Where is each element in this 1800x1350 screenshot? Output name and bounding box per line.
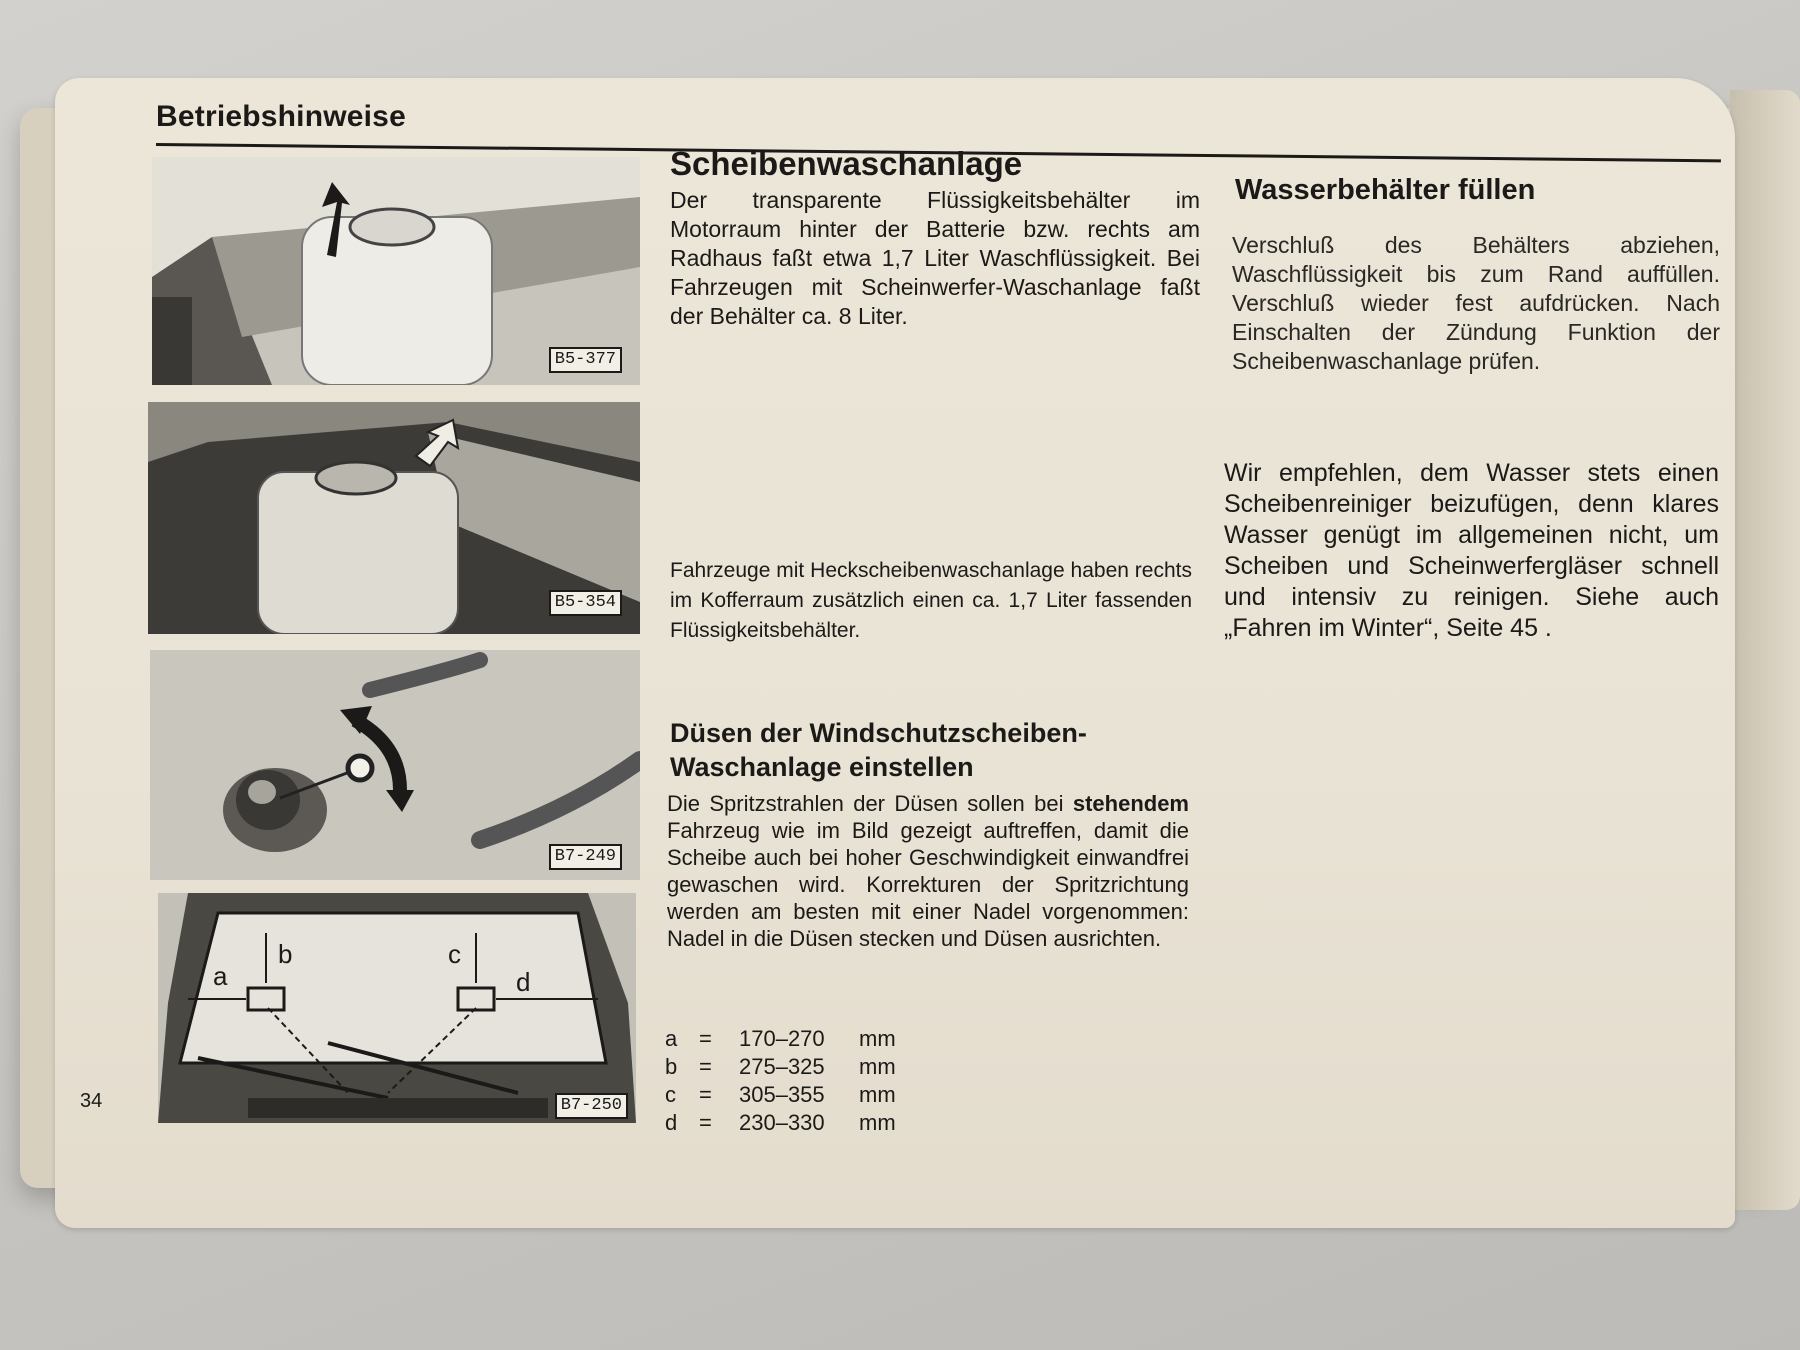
spec-unit: mm xyxy=(859,1110,896,1135)
spec-value: 275–325 xyxy=(739,1054,825,1079)
marker-c: c xyxy=(448,939,461,969)
spec-unit: mm xyxy=(859,1054,896,1079)
nozzle-spec-list xyxy=(665,1025,896,1137)
facing-page-edge xyxy=(1730,90,1800,1210)
marker-b: b xyxy=(278,939,293,969)
nozzle-text-emphasis: stehendem xyxy=(1072,791,1189,816)
paragraph-recommendation: Wir empfehlen, dem Wasser stets einen Scheibenreiniger beizufügen, denn klares Wasser genügt im allgemeinen nicht, um Scheiben und Scheinwerfergläser schnell und intensiv zu reinigen. Siehe auch „Fahren im Winter“, Seite 45 . xyxy=(1224,459,1719,642)
photo-reservoir-wheel-arch xyxy=(148,402,640,634)
spec-value: 170–270 xyxy=(739,1026,825,1051)
paragraph-fill-reservoir: Verschluß des Behälters abziehen, Waschflüssigkeit bis zum Rand auffüllen. Verschluß wieder fest aufdrücken. Nach Einschalten der Zündung Funktion der Scheibenwaschanlage prüfen. xyxy=(1232,232,1720,374)
spec-key: a xyxy=(665,1026,678,1051)
spec-value: 305–355 xyxy=(739,1082,825,1107)
spec-key: d xyxy=(665,1110,678,1135)
spec-equals: = xyxy=(699,1110,712,1135)
spec-key: b xyxy=(665,1054,678,1079)
photo-nozzle-adjustment xyxy=(150,650,640,880)
figure-label: B7-250 xyxy=(555,1093,628,1119)
heading-nozzle-adjustment: Düsen der Windschutzscheiben-Waschanlage einstellen xyxy=(670,718,1087,782)
nozzle-text-start: Die Spritzstrahlen der Düsen sollen bei xyxy=(667,791,1064,816)
paragraph-nozzle-adjustment xyxy=(667,790,1189,952)
spec-equals: = xyxy=(699,1054,712,1079)
spec-key: c xyxy=(665,1082,676,1107)
spec-unit: mm xyxy=(859,1082,896,1107)
heading-scheibenwaschanlage: Scheibenwaschanlage xyxy=(670,145,1023,182)
figure-label: B5-354 xyxy=(549,590,622,616)
photo-reservoir-engine-bay xyxy=(152,157,640,385)
marker-d: d xyxy=(516,967,531,997)
spec-equals: = xyxy=(699,1026,712,1051)
marker-a: a xyxy=(213,961,228,991)
spec-equals: = xyxy=(699,1082,712,1107)
spec-unit: mm xyxy=(859,1026,896,1051)
paragraph-rear-washer: Fahrzeuge mit Heckscheibenwaschanlage haben rechts im Kofferraum zusätzlich einen ca. 1,7 Liter fassenden Flüssigkeitsbehälter. xyxy=(670,559,1192,642)
spec-row xyxy=(665,1081,896,1109)
heading-fill-reservoir: Wasserbehälter füllen xyxy=(1235,174,1536,206)
spec-row xyxy=(665,1053,896,1081)
nozzle-text-rest: Fahrzeug wie im Bild gezeigt auftreffen, damit die Scheibe auch bei hoher Geschwindigkeit einwandfrei gewaschen wird. Korrekturen der Spritzrichtung werden am besten mit einer Nadel vorgenommen: Nadel in die Düsen stecken und Düsen ausrichten. xyxy=(667,818,1189,951)
page-number: 34 xyxy=(80,1090,103,1112)
spec-row xyxy=(665,1109,896,1137)
figure-label: B5-377 xyxy=(549,347,622,373)
running-title: Betriebshinweise xyxy=(156,100,406,133)
spec-row xyxy=(665,1025,896,1053)
photo-windscreen-spray-pattern xyxy=(158,893,636,1123)
spec-value: 230–330 xyxy=(739,1110,825,1135)
figure-label: B7-249 xyxy=(549,844,622,870)
paragraph-reservoir: Der transparente Flüssigkeitsbehälter im Motorraum hinter der Batterie bzw. rechts am Radhaus faßt etwa 1,7 Liter Waschflüssigkeit. Bei Fahrzeugen mit Scheinwerfer-Waschanlage faßt der Behälter ca. 8 Liter. xyxy=(670,187,1200,329)
